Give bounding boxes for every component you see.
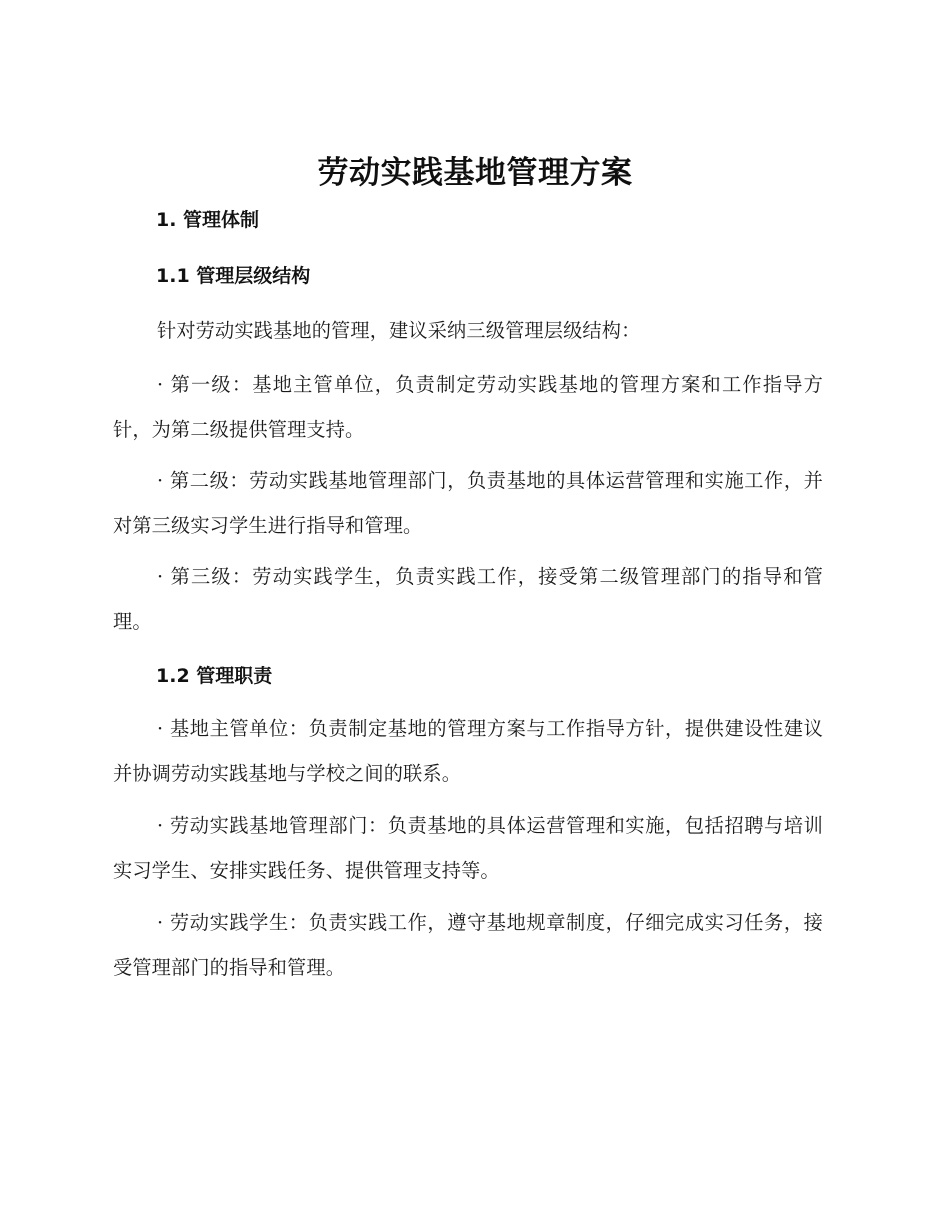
duty-students-paragraph: · 劳动实践学生：负责实践工作，遵守基地规章制度，仔细完成实习任务，接受管理部门的指导和管理。 [113, 911, 823, 979]
duty-management-dept-paragraph: · 劳动实践基地管理部门：负责基地的具体运营管理和实施，包括招聘与培训实习学生、安排实践任务、提供管理支持等。 [113, 814, 823, 882]
level-3-paragraph: · 第三级：劳动实践学生，负责实践工作，接受第二级管理部门的指导和管理。 [113, 565, 823, 633]
subsection-1-1-heading: 1.1 管理层级结构 [156, 265, 311, 287]
document-title: 劳动实践基地管理方案 [317, 155, 633, 191]
subsection-1-1-intro: 针对劳动实践基地的管理，建议采纳三级管理层级结构： [157, 319, 641, 342]
subsection-1-2-heading: 1.2 管理职责 [156, 665, 273, 687]
level-2-paragraph: · 第二级：劳动实践基地管理部门，负责基地的具体运营管理和实施工作，并对第三级实习学生进行指导和管理。 [113, 469, 823, 537]
level-1-paragraph: · 第一级：基地主管单位，负责制定劳动实践基地的管理方案和工作指导方针，为第二级提供管理支持。 [113, 373, 823, 441]
section-1-heading: 1. 管理体制 [156, 209, 260, 231]
duty-main-unit-paragraph: · 基地主管单位：负责制定基地的管理方案与工作指导方针，提供建设性建议并协调劳动实践基地与学校之间的联系。 [113, 717, 823, 785]
